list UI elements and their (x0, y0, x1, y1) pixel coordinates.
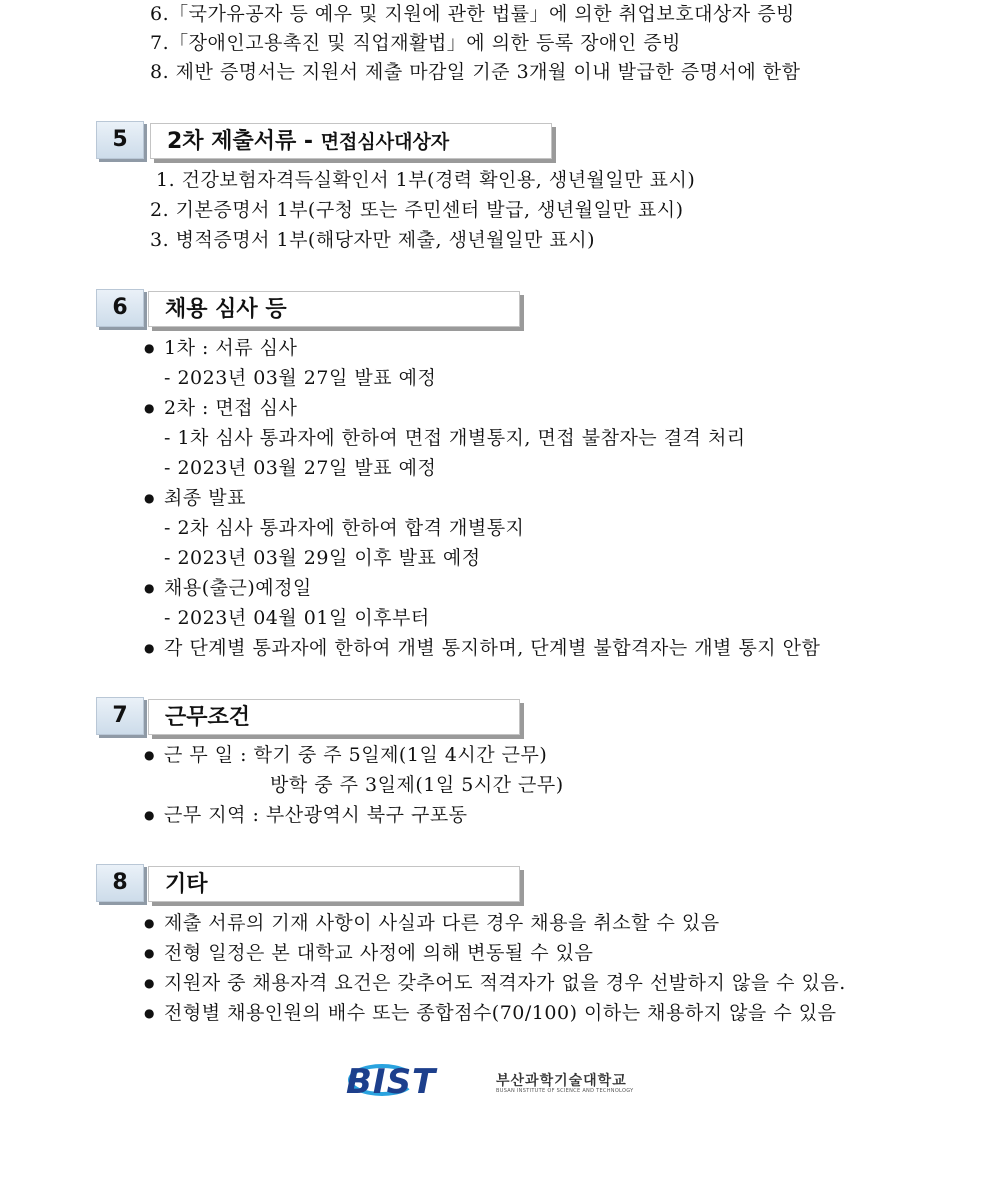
list-item: - 2023년 03월 27일 발표 예정 (164, 367, 437, 389)
list-item: - 1차 심사 통과자에 한하여 면접 개별통지, 면접 불참자는 결격 처리 (164, 427, 746, 449)
section-title: 채용 심사 등 (148, 291, 520, 327)
section-title: 근무조건 (148, 699, 520, 735)
section-title (150, 123, 552, 159)
list-item: 2. 기본증명서 1부(구청 또는 주민센터 발급, 생년월일만 표시) (150, 199, 684, 221)
list-item: ● 1차 : 서류 심사 (144, 336, 297, 362)
section-number: 5 (96, 121, 144, 159)
list-item: ● 2차 : 면접 심사 (144, 396, 297, 422)
list-item: ● 최종 발표 (144, 486, 246, 512)
list-item: 방학 중 주 3일제(1일 5시간 근무) (270, 774, 564, 796)
list-item: ● 전형 일정은 본 대학교 사정에 의해 변동될 수 있음 (144, 941, 593, 967)
list-item: 1. 건강보험자격득실확인서 1부(경력 확인용, 생년월일만 표시) (156, 169, 696, 191)
list-item: 6.「국가유공자 등 예우 및 지원에 관한 법률」에 의한 취업보호대상자 증빙 (150, 3, 795, 25)
section-title-text: 2차 제출서류 - (167, 129, 321, 154)
logo-name-english: BUSAN INSTITUTE OF SCIENCE AND TECHNOLOGY (496, 1088, 634, 1094)
section-title: 기타 (148, 866, 520, 902)
list-item: ● 근무 지역 : 부산광역시 북구 구포동 (144, 803, 468, 829)
list-item: ● 제출 서류의 기재 사항이 사실과 다른 경우 채용을 취소할 수 있음 (144, 911, 720, 937)
section-number: 6 (96, 289, 144, 327)
list-item: ● 지원자 중 채용자격 요건은 갖추어도 적격자가 없을 경우 선발하지 않을 수 있음. (144, 971, 846, 997)
section-number: 7 (96, 697, 144, 735)
section-number: 8 (96, 864, 144, 902)
list-item: ● 근 무 일 : 학기 중 주 5일제(1일 4시간 근무) (144, 743, 547, 769)
university-logo (346, 1060, 666, 1100)
list-item: - 2023년 03월 27일 발표 예정 (164, 457, 437, 479)
logo-name-korean: 부산과학기술대학교 (496, 1073, 627, 1089)
logo-mark: BIST (346, 1062, 437, 1102)
list-item: 7.「장애인고용촉진 및 직업재활법」에 의한 등록 장애인 증빙 (150, 32, 682, 54)
list-item: - 2023년 03월 29일 이후 발표 예정 (164, 547, 481, 569)
list-item: - 2차 심사 통과자에 한하여 합격 개별통지 (164, 517, 525, 539)
list-item: ● 전형별 채용인원의 배수 또는 종합점수(70/100) 이하는 채용하지 않을 수 있음 (144, 1001, 836, 1027)
list-item: 8. 제반 증명서는 지원서 제출 마감일 기준 3개월 이내 발급한 증명서에 한함 (150, 61, 801, 83)
list-item: - 2023년 04월 01일 이후부터 (164, 607, 430, 629)
list-item: 3. 병적증명서 1부(해당자만 제출, 생년월일만 표시) (150, 229, 596, 251)
list-item: ● 채용(출근)예정일 (144, 576, 312, 602)
list-item: ● 각 단계별 통과자에 한하여 개별 통지하며, 단계별 불합격자는 개별 통지 안함 (144, 636, 820, 662)
section-subtitle: 면접심사대상자 (320, 131, 450, 153)
